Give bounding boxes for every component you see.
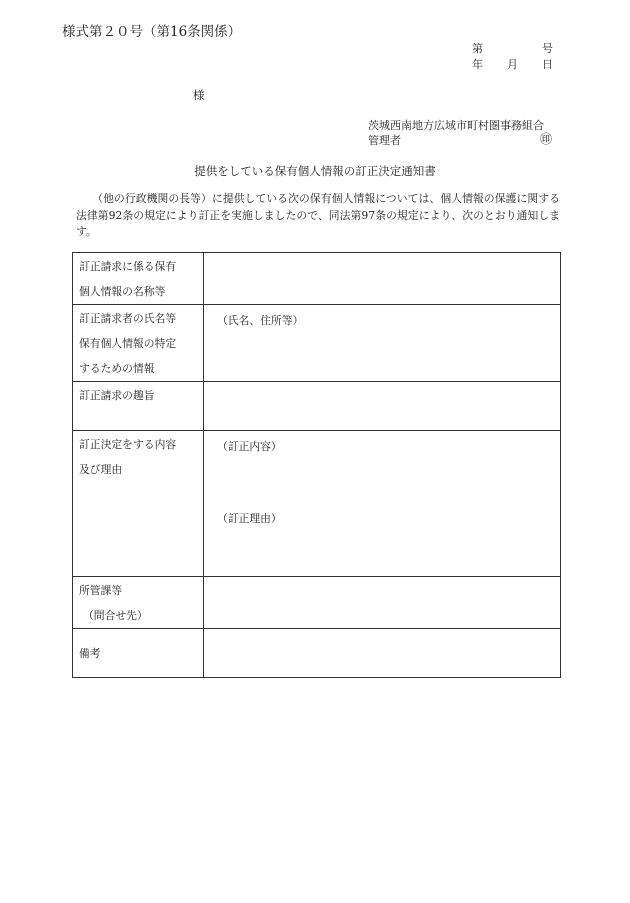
label-line: 及び理由	[79, 463, 123, 476]
label-line: 保有個人情報の特定	[79, 337, 177, 350]
addressee-suffix: 様	[193, 88, 205, 102]
table-row	[73, 431, 561, 577]
date-month: 月	[507, 58, 518, 71]
notice-table	[72, 252, 561, 678]
row-value-requester	[204, 305, 561, 382]
table-row	[73, 382, 561, 431]
number-suffix: 号	[542, 42, 553, 55]
value-line: （訂正理由）	[217, 512, 282, 525]
issuing-organization: 茨城西南地方広域市町村圏事務組合	[368, 119, 544, 132]
value-line: （訂正内容）	[217, 440, 282, 453]
date-year: 年	[472, 58, 483, 71]
table-row	[73, 629, 561, 678]
label-line: （問合せ先）	[83, 609, 148, 622]
row-value-decision	[204, 431, 561, 577]
table-row	[73, 253, 561, 305]
row-label-department	[73, 577, 204, 629]
table-row	[73, 305, 561, 382]
label-line: 備考	[79, 647, 101, 660]
form-number: 様式第２０号（第16条関係）	[62, 24, 242, 40]
row-value-department	[204, 577, 561, 629]
row-value-purpose	[204, 382, 561, 431]
row-label-remarks	[73, 629, 204, 678]
label-line: 訂正請求の趣旨	[79, 389, 155, 402]
row-label-info-name	[73, 253, 204, 305]
label-line: 訂正請求に係る保有	[79, 260, 177, 273]
row-value-info-name	[204, 253, 561, 305]
manager-title: 管理者	[368, 134, 401, 147]
table-row	[73, 577, 561, 629]
row-label-requester	[73, 305, 204, 382]
row-label-purpose	[73, 382, 204, 431]
notice-body: （他の行政機関の長等）に提供している次の保有個人情報については、個人情報の保護に関する法律第92条の規定により訂正を実施しましたので、同法第97条の規定により、次のとおり通知します。	[76, 192, 560, 238]
label-line: するための情報	[79, 362, 155, 375]
label-line: 訂正決定をする内容	[79, 438, 177, 451]
number-prefix: 第	[472, 42, 483, 55]
seal-mark: ㊞	[540, 132, 553, 146]
date-day: 日	[542, 58, 553, 71]
value-line: （氏名、住所等）	[217, 314, 304, 327]
label-line: 訂正請求者の氏名等	[79, 312, 177, 325]
label-line: 所管課等	[79, 584, 123, 597]
row-value-remarks	[204, 629, 561, 678]
document-title: 提供をしている保有個人情報の訂正決定通知書	[194, 164, 436, 178]
row-label-decision	[73, 431, 204, 577]
label-line: 個人情報の名称等	[79, 285, 166, 298]
spacer	[217, 455, 560, 511]
